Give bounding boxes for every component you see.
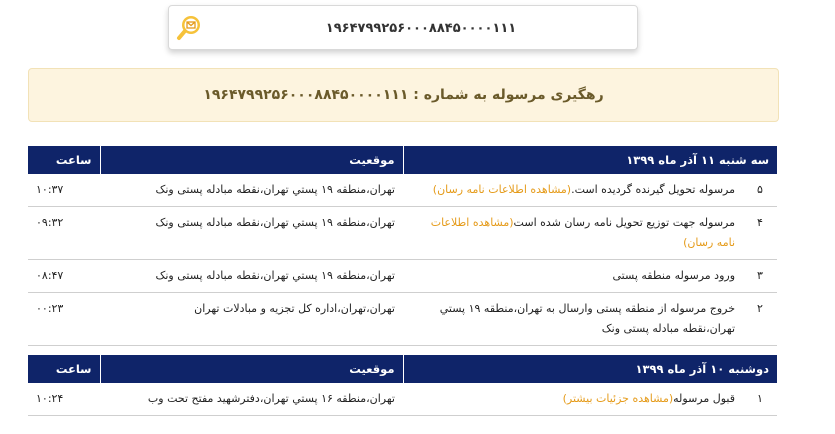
location-header: موقعیت (100, 146, 403, 174)
table-row (28, 260, 777, 293)
tracking-title: رهگیری مرسوله به شماره : ۱۹۶۴۷۹۹۲۵۶۰۰۰۸۸۴۵۰۰۰۰۱۱۱ (203, 87, 604, 103)
day-date-header: سه شنبه ۱۱ آذر ماه ۱۳۹۹ (403, 146, 777, 174)
time-cell: ۰۹:۳۲ (28, 207, 100, 260)
time-header: ساعت (28, 146, 100, 174)
tracking-title-banner (28, 68, 779, 122)
status-cell (403, 174, 743, 207)
status-cell (403, 383, 743, 416)
location-header: موقعیت (100, 355, 403, 383)
tracking-search-box[interactable] (168, 5, 638, 50)
location-cell: تهران،منطقه ۱۶ پستي تهران،دفترشهید مفتح تحت وب (100, 383, 403, 416)
status-cell (403, 293, 743, 346)
status-text: مرسوله تحویل گیرنده گردیده است. (571, 183, 736, 196)
status-cell (403, 207, 743, 260)
table-row (28, 383, 777, 416)
tracking-table-day-2 (28, 355, 777, 416)
search-envelope-icon[interactable] (176, 14, 204, 42)
time-cell: ۱۰:۲۴ (28, 383, 100, 416)
table-row (28, 207, 777, 260)
status-cell (403, 260, 743, 293)
row-number: ۴ (743, 207, 777, 260)
tracking-table-day-1 (28, 146, 777, 346)
status-text: مرسوله جهت توزیع تحویل نامه رسان شده است (513, 216, 736, 229)
time-header: ساعت (28, 355, 100, 383)
row-number: ۲ (743, 293, 777, 346)
day-date-header: دوشنبه ۱۰ آذر ماه ۱۳۹۹ (403, 355, 777, 383)
row-number: ۳ (743, 260, 777, 293)
time-cell: ۰۸:۴۷ (28, 260, 100, 293)
location-cell: تهران،منطقه ۱۹ پستي تهران،نقطه مبادله پستی ونک (100, 207, 403, 260)
row-number: ۱ (743, 383, 777, 416)
day-header-row (28, 146, 777, 174)
day-header-row (28, 355, 777, 383)
view-more-details-link[interactable]: (مشاهده جزئیات بیشتر) (562, 392, 674, 405)
row-number: ۵ (743, 174, 777, 207)
time-cell: ۰۰:۲۳ (28, 293, 100, 346)
location-cell: تهران،منطقه ۱۹ پستي تهران،نقطه مبادله پستی ونک (100, 260, 403, 293)
view-carrier-info-link[interactable]: (مشاهده اطلاعات نامه رسان) (430, 216, 736, 249)
status-text: قبول مرسوله (673, 392, 735, 405)
time-cell: ۱۰:۳۷ (28, 174, 100, 207)
location-cell: تهران،منطقه ۱۹ پستي تهران،نقطه مبادله پستی ونک (100, 174, 403, 207)
status-text: ورود مرسوله منطقه پستی (612, 269, 736, 282)
view-carrier-info-link[interactable]: (مشاهده اطلاعات نامه رسان) (432, 183, 572, 196)
tracking-number-input[interactable] (217, 14, 625, 42)
status-text: خروج مرسوله از منطقه پستی وارسال به تهران،منطقه ۱۹ پستي تهران،نقطه مبادله پستی ونک (439, 302, 736, 335)
location-cell: تهران،تهران،اداره کل تجزیه و مبادلات تهران (100, 293, 403, 346)
table-row (28, 174, 777, 207)
table-row (28, 293, 777, 346)
